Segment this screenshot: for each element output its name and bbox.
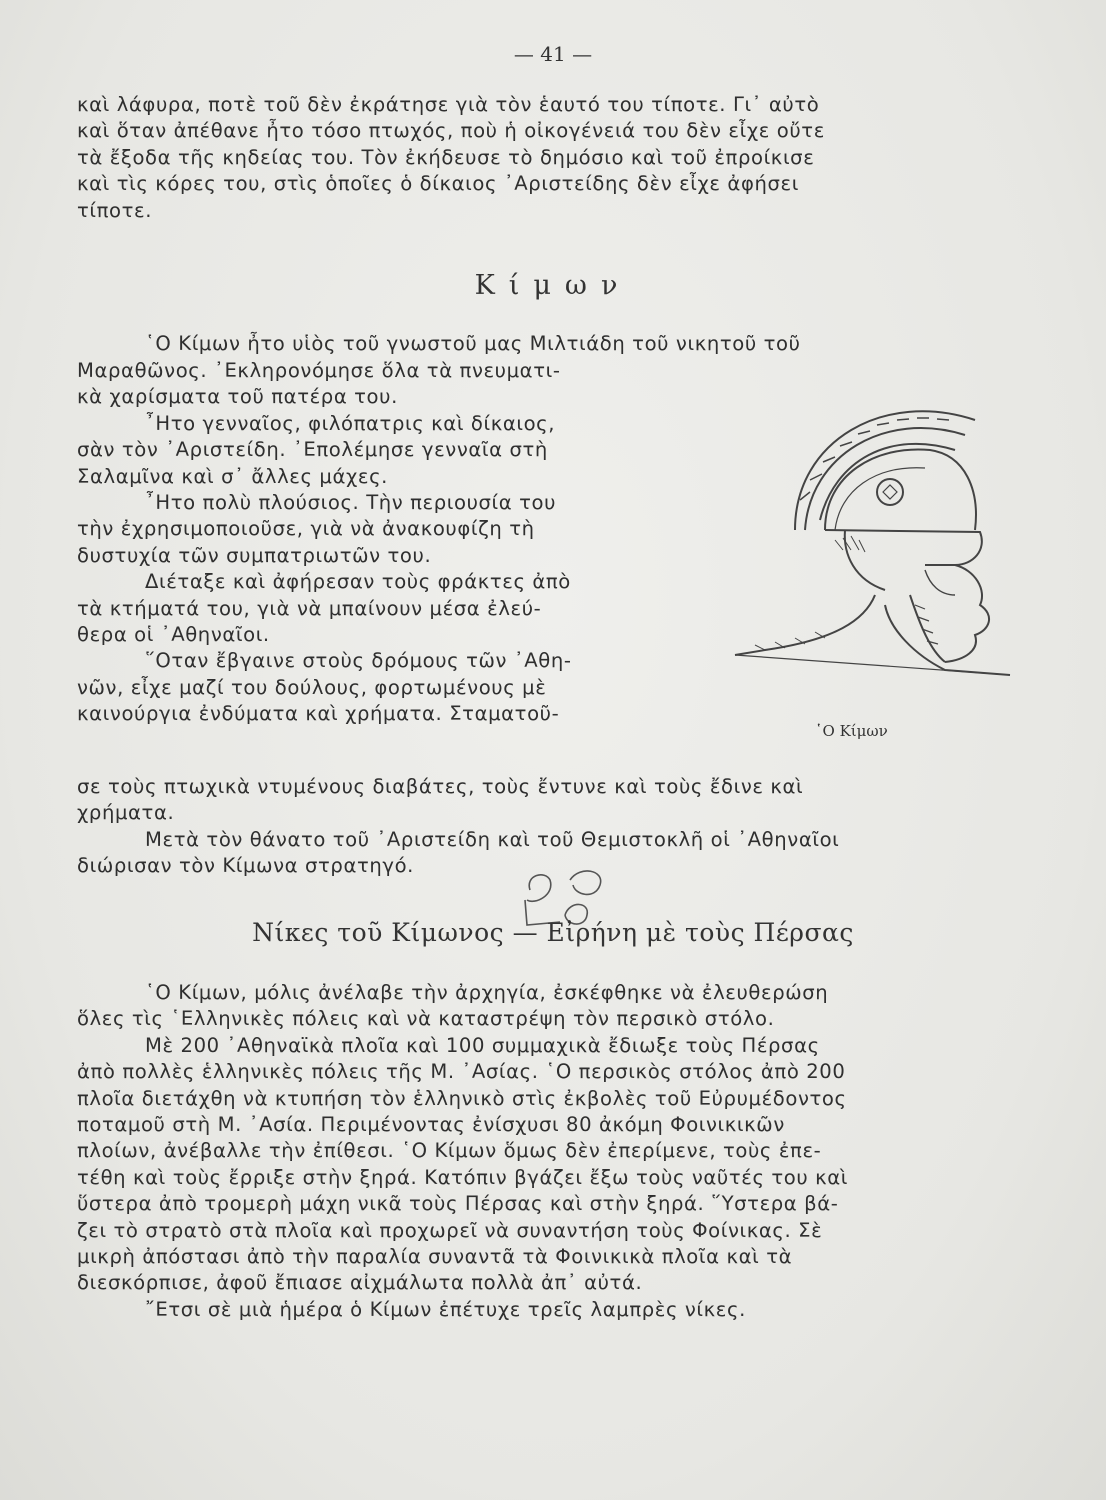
text-line: καινούργια ἐνδύματα καὶ χρήματα. Σταματοῦ- bbox=[77, 702, 560, 726]
text-line: πλοῖα διετάχθη νὰ κτυπήση τὸν ἑλληνικὸ στὶς ἐκβολὲς τοῦ Εὐρυμέδοντος bbox=[77, 1086, 847, 1110]
text-line: διεσκόρπισε, ἀφοῦ ἔπιασε αἰχμάλωτα πολλὰ ἀπ᾽ αὐτά. bbox=[77, 1271, 643, 1295]
figure-caption: ῾Ο Κίμων bbox=[815, 722, 888, 740]
section-heading-kimon: Κίμων bbox=[474, 270, 632, 301]
text-line: διώρισαν τὸν Κίμωνα στρατηγό. bbox=[77, 854, 414, 878]
text-line: ζει τὸ στρατὸ στὰ πλοῖα καὶ προχωρεῖ νὰ συναντήση τοὺς Φοίνικας. Σὲ bbox=[77, 1218, 823, 1242]
text-line: Σαλαμῖνα καὶ σ᾽ ἄλλες μάχες. bbox=[77, 464, 389, 488]
kimon-first-line bbox=[77, 331, 1012, 357]
text-line: ὅλες τὶς ῾Ελληνικὲς πόλεις καὶ νὰ καταστρέψη τὸν περσικὸ στόλο. bbox=[77, 1007, 775, 1031]
text-line: ποταμοῦ στὴ Μ. ᾿Ασία. Περιμένοντας ἐνίσχυσι 80 ἀκόμη Φοινικικῶν bbox=[77, 1113, 785, 1137]
text-line: τίποτε. bbox=[77, 198, 153, 222]
text-line: μικρὴ ἀπόστασι ἀπὸ τὴν παραλία συναντᾶ τὰ Φοινικικὰ πλοῖα καὶ τὰ bbox=[77, 1245, 793, 1269]
text-line: Μετὰ τὸν θάνατο τοῦ ᾿Αριστείδη καὶ τοῦ Θεμιστοκλῆ οἱ ᾿Αθηναῖοι bbox=[145, 827, 840, 851]
text-line: δυστυχία τῶν συμπατριωτῶν του. bbox=[77, 543, 432, 567]
helmet-bust-icon bbox=[725, 380, 1015, 700]
text-line: ῎Ετσι σὲ μιὰ ἡμέρα ὁ Κίμων ἐπέτυχε τρεῖς λαμπρὲς νίκες. bbox=[145, 1297, 746, 1321]
text-line: ῾Ο Κίμων, μόλις ἀνέλαβε τὴν ἀρχηγία, ἐσκέφθηκε νὰ ἐλευθερώση bbox=[145, 981, 829, 1004]
kimon-narrow-column bbox=[77, 358, 695, 728]
text-line: χρήματα. bbox=[77, 801, 175, 825]
text-line: Μαραθῶνος. ᾿Εκληρονόμησε ὅλα τὰ πνευματι- bbox=[77, 359, 561, 382]
text-line: τέθη καὶ τοὺς ἔρριξε στὴν ξηρά. Κατόπιν βγάζει ἔξω τοὺς ναῦτές του καὶ bbox=[77, 1165, 849, 1189]
text-line: ῏Ητο πολὺ πλούσιος. Τὴν περιουσία του bbox=[145, 491, 557, 515]
text-line: τὰ ἔξοδα τῆς κηδείας του. Τὸν ἐκήδευσε τὸ δημόσιο καὶ τοῦ ἐπροίκισε bbox=[77, 145, 815, 169]
text-line: πλοίων, ἀνέβαλλε τὴν ἐπίθεσι. ῾Ο Κίμων ὅμως δὲν ἐπερίμενε, τοὺς ἐπε- bbox=[77, 1139, 822, 1163]
text-line: ῏Ητο γενναῖος, φιλόπατρις καὶ δίκαιος, bbox=[145, 411, 556, 435]
section-heading-victories: Νίκες τοῦ Κίμωνος — Εἰρήνη μὲ τοὺς Πέρσας bbox=[252, 918, 854, 947]
text-line: κὰ χαρίσματα τοῦ πατέρα του. bbox=[77, 385, 398, 409]
text-line: ῞Οταν ἔβγαινε στοὺς δρόμους τῶν ᾿Αθη- bbox=[145, 649, 572, 673]
text-line: τὴν ἐχρησιμοποιοῦσε, γιὰ νὰ ἀνακουφίζη τὴ bbox=[77, 517, 535, 541]
text-line: Διέταξε καὶ ἀφήρεσαν τοὺς φράκτες ἀπὸ bbox=[145, 570, 571, 594]
text-line: νῶν, εἶχε μαζί του δούλους, φορτωμένους μὲ bbox=[77, 675, 547, 699]
text-line: ἀπὸ πολλὲς ἑλληνικὲς πόλεις τῆς Μ. ᾿Ασίας. ῾Ο περσικὸς στόλος ἀπὸ 200 bbox=[77, 1060, 846, 1084]
text-line: Μὲ 200 ᾿Αθηναϊκὰ πλοῖα καὶ 100 συμμαχικὰ ἔδιωξε τοὺς Πέρσας bbox=[145, 1033, 820, 1057]
intro-paragraph bbox=[77, 92, 1012, 224]
text-line: καὶ λάφυρα, ποτὲ τοῦ δὲν ἐκράτησε γιὰ τὸν ἑαυτό του τίποτε. Γι᾽ αὐτὸ bbox=[77, 93, 820, 116]
victories-section bbox=[77, 980, 1012, 1323]
text-line: τὰ κτήματά του, γιὰ νὰ μπαίνουν μέσα ἐλεύ- bbox=[77, 596, 542, 620]
text-line: σὰν τὸν ᾿Αριστείδη. ᾿Επολέμησε γενναῖα στὴ bbox=[77, 438, 548, 462]
page-number: — 41 — bbox=[513, 42, 593, 66]
text-line: καὶ τὶς κόρες του, στὶς ὁποῖες ὁ δίκαιος ᾿Αριστείδης δὲν εἶχε ἀφήσει bbox=[77, 172, 799, 196]
text-line: ῾Ο Κίμων ἦτο υἱὸς τοῦ γνωστοῦ μας Μιλτιάδη τοῦ νικητοῦ τοῦ bbox=[145, 332, 801, 355]
kimon-illustration bbox=[725, 380, 1015, 700]
text-line: καὶ ὅταν ἀπέθανε ἦτο τόσο πτωχός, ποὺ ἡ οἰκογένειά του δὲν εἶχε οὔτε bbox=[77, 119, 825, 143]
text-line: θερα οἱ ᾿Αθηναῖοι. bbox=[77, 623, 270, 647]
text-line: ὕστερα ἀπὸ τρομερὴ μάχη νικᾶ τοὺς Πέρσας καὶ στὴν ξηρά. ῞Υστερα βά- bbox=[77, 1192, 839, 1216]
text-line: σε τοὺς πτωχικὰ ντυμένους διαβάτες, τοὺς ἔντυνε καὶ τοὺς ἔδινε καὶ bbox=[77, 775, 804, 798]
